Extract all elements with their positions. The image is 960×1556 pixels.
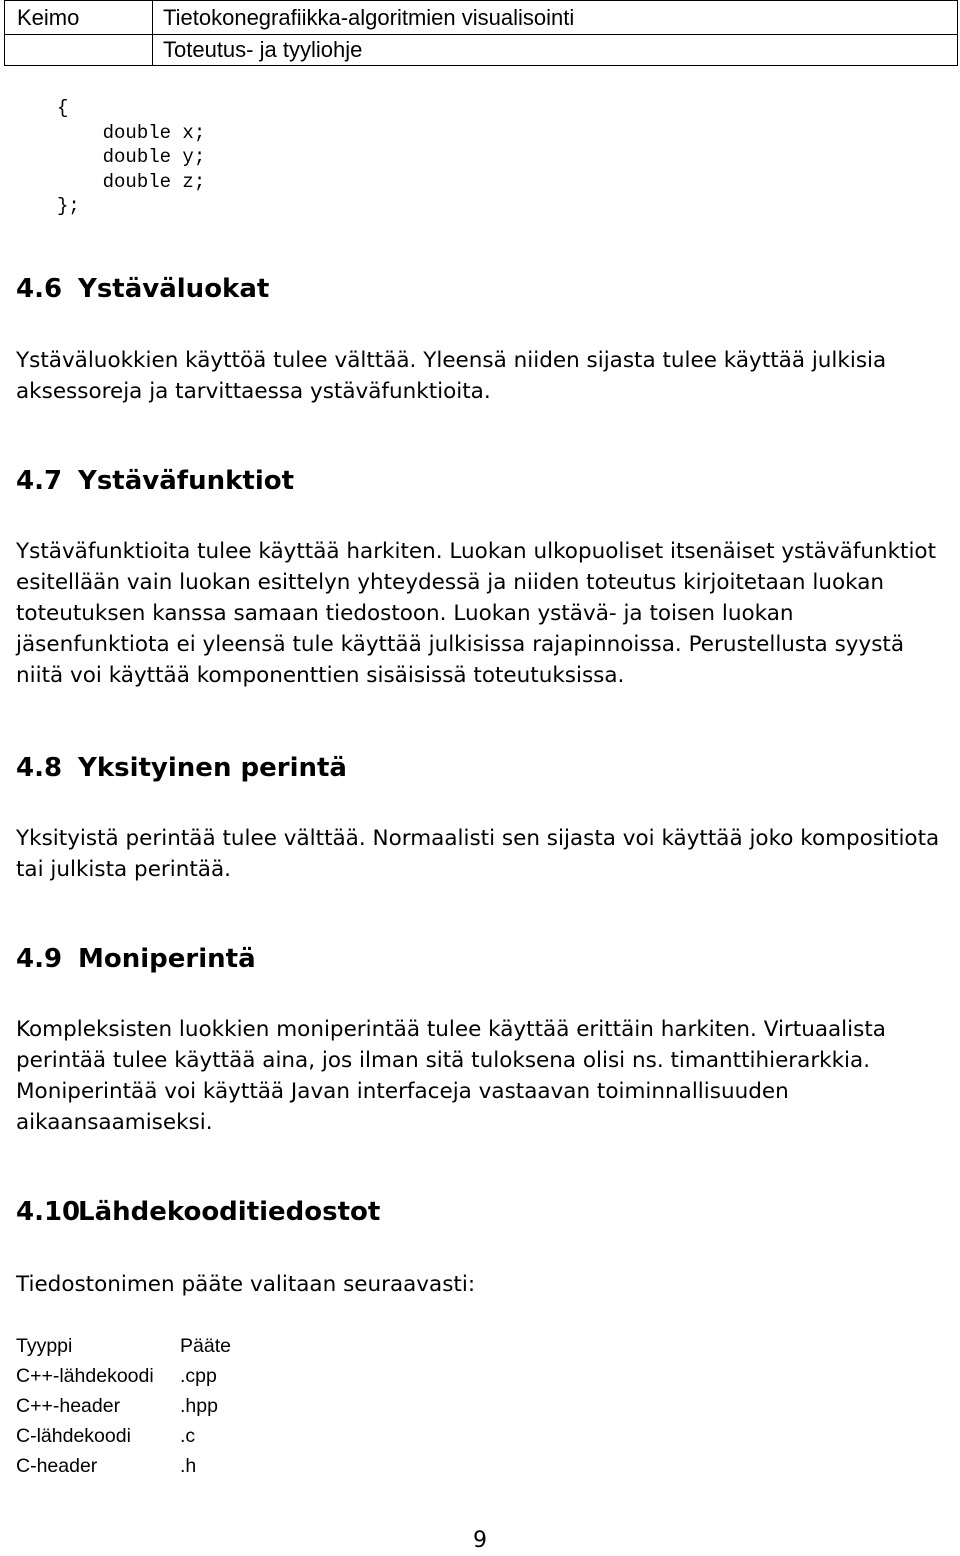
file-extension-table <box>16 1332 231 1481</box>
section-title: Ystäväluokat <box>78 274 270 304</box>
table-row <box>16 1362 231 1392</box>
section-title: Moniperintä <box>78 944 256 974</box>
section-title: Yksityinen perintä <box>78 753 347 783</box>
section-text-4-9: Kompleksisten luokkien moniperintää tulee käyttää erittäin harkiten. Virtuaalista perintää tulee käyttää aina, jos ilman sitä tuloksena olisi ns. timanttihierarkkia. Moniperintää voi käyttää Javan interfaceja vastaavan toiminnallisuuden aikaansaamiseksi. <box>16 1017 886 1135</box>
table-cell-type: C++-lähdekoodi <box>16 1365 154 1388</box>
table-cell-type: C-lähdekoodi <box>16 1424 131 1447</box>
code-line: double z; <box>0 170 206 193</box>
section-heading-4-6 <box>16 274 269 304</box>
header-title: Tietokonegrafiikka-algoritmien visualisointi <box>153 1 957 35</box>
code-block <box>0 96 205 219</box>
table-cell-extension: .h <box>180 1454 197 1477</box>
section-title: Lähdekooditiedostot <box>78 1197 381 1227</box>
section-number: 4.9 <box>16 944 63 974</box>
table-row <box>16 1421 231 1451</box>
code-line: }; <box>0 195 80 217</box>
table-cell-extension: .cpp <box>180 1365 217 1388</box>
section-heading-4-9 <box>16 944 256 974</box>
section-number: 4.7 <box>16 466 63 496</box>
table-cell-extension: .c <box>180 1424 196 1447</box>
section-number: 4.8 <box>16 753 63 783</box>
section-heading-4-7 <box>16 466 294 496</box>
section-heading-4-10 <box>16 1197 380 1227</box>
table-cell-extension: .hpp <box>180 1394 218 1417</box>
code-line: double y; <box>0 146 206 168</box>
section-number: 4.10 <box>16 1197 81 1227</box>
table-row <box>16 1392 231 1422</box>
column-header-type: Tyyppi <box>16 1335 73 1358</box>
section-text-4-8: Yksityistä perintää tulee välttää. Normaalisti sen sijasta voi käyttää joko kompositiota tai julkista perintää. <box>16 826 940 882</box>
section-number: 4.6 <box>16 274 63 304</box>
column-header-extension: Pääte <box>180 1335 231 1358</box>
header-empty-cell <box>5 35 153 66</box>
table-header-row <box>16 1332 231 1362</box>
header-subtitle: Toteutus- ja tyyliohje <box>163 37 363 62</box>
page-header <box>4 0 958 66</box>
table-cell-type: C++-header <box>16 1394 121 1417</box>
section-title: Ystäväfunktiot <box>78 466 295 496</box>
section-text-4-7: Ystäväfunktioita tulee käyttää harkiten. Luokan ulkopuoliset itsenäiset ystäväfunktiot esitellään vain luokan esittelyn yhteydessä ja niiden toteutus kirjoitetaan luokan toteutuksen kanssa samaan tiedostoon. Luokan ystävä- ja toisen luokan jäsenfunktiota ei yleensä tule käyttää julkisissa rajapinnoissa. Perustellusta syystä niitä voi käyttää komponenttien sisäisissä toteutuksissa. <box>16 539 937 688</box>
table-row <box>16 1451 231 1481</box>
section-heading-4-8 <box>16 753 347 783</box>
table-cell-type: C-header <box>16 1454 98 1477</box>
header-author: Keimo <box>5 1 153 35</box>
code-line: { <box>0 97 69 119</box>
section-text-4-10: Tiedostonimen pääte valitaan seuraavasti: <box>16 1272 476 1297</box>
section-text-4-6: Ystäväluokkien käyttöä tulee välttää. Yleensä niiden sijasta tulee käyttää julkisia aksessoreja ja tarvittaessa ystäväfunktioita. <box>16 348 887 404</box>
code-line: double x; <box>0 121 206 144</box>
page-number: 9 <box>473 1528 487 1553</box>
